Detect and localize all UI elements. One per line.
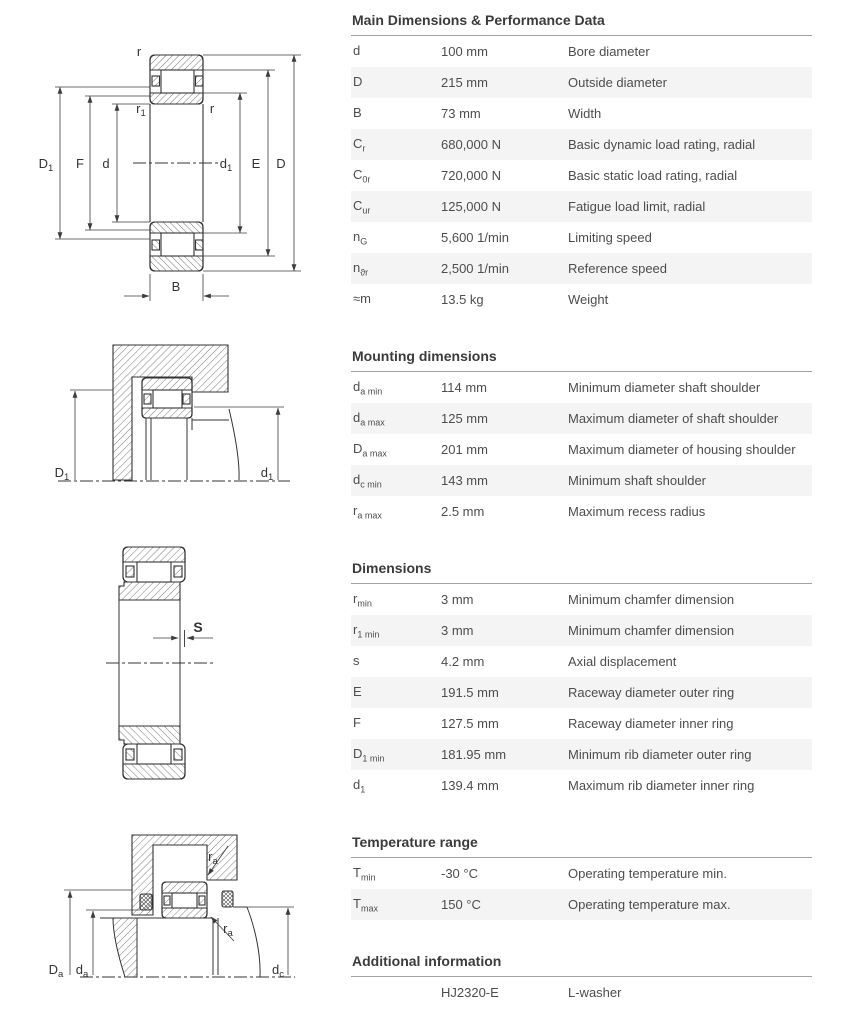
spec-row bbox=[351, 129, 812, 160]
symbol-subscript: 1 bbox=[360, 784, 366, 795]
symbol-cell bbox=[351, 472, 441, 490]
value-cell: 125 mm bbox=[441, 411, 488, 426]
symbol-base: n bbox=[353, 228, 361, 244]
figure-mounting-shaft bbox=[40, 830, 310, 990]
description-cell: Maximum diameter of shaft shoulder bbox=[568, 411, 779, 426]
value-cell: 13.5 kg bbox=[441, 292, 484, 307]
bearing-section bbox=[142, 378, 192, 418]
dim-label-d1: $d_1$ bbox=[260, 465, 274, 483]
symbol-subscript: ur bbox=[362, 205, 371, 216]
dim-label-D1: $D_1$ bbox=[38, 156, 54, 174]
description-cell: Operating temperature max. bbox=[568, 897, 731, 912]
section-main-dimensions bbox=[351, 11, 812, 315]
spec-row bbox=[351, 584, 812, 615]
description-cell: Outside diameter bbox=[568, 75, 667, 90]
description-cell: Fatigue load limit, radial bbox=[568, 199, 706, 214]
description-cell: Maximum recess radius bbox=[568, 504, 706, 519]
value-cell: 191.5 mm bbox=[441, 685, 499, 700]
bearing-section bbox=[119, 547, 185, 600]
symbol-cell bbox=[351, 441, 441, 459]
spacer-ring-section bbox=[140, 894, 152, 910]
dim-label-dc: $d_c$ bbox=[272, 962, 284, 980]
symbol-base: d bbox=[353, 42, 361, 58]
spec-row bbox=[351, 222, 812, 253]
symbol-subscript: a max bbox=[360, 417, 385, 428]
section-mounting-dimensions bbox=[351, 347, 812, 527]
symbol-subscript: min bbox=[357, 598, 372, 609]
value-cell: 2.5 mm bbox=[441, 504, 485, 519]
symbol-base: C bbox=[353, 197, 363, 213]
symbol-base: C bbox=[353, 166, 363, 182]
dim-label-ra-bottom: $r_a$ bbox=[223, 921, 233, 939]
symbol-subscript: 0r bbox=[362, 174, 371, 185]
symbol-subscript: max bbox=[360, 903, 378, 914]
spec-row bbox=[351, 708, 812, 739]
bearing-section bbox=[162, 882, 207, 918]
symbol-cell bbox=[351, 684, 441, 702]
symbol-base: T bbox=[353, 895, 361, 911]
symbol-cell bbox=[351, 865, 441, 883]
dim-label-r1: $r_1$ bbox=[136, 101, 146, 119]
figure-main-dimensions bbox=[30, 40, 330, 310]
symbol-subscript: 1 min bbox=[362, 753, 385, 764]
spec-row bbox=[351, 770, 812, 801]
spec-rows bbox=[351, 858, 812, 920]
section-title: Additional information bbox=[351, 952, 812, 977]
description-cell: Weight bbox=[568, 292, 609, 307]
value-cell: 2,500 1/min bbox=[441, 261, 509, 276]
value-cell: -30 °C bbox=[441, 866, 478, 881]
dim-label-ra-top: $r_a$ bbox=[208, 849, 218, 867]
symbol-base: ≈m bbox=[353, 290, 371, 306]
description-cell: Maximum rib diameter inner ring bbox=[568, 778, 755, 793]
symbol-cell bbox=[351, 896, 441, 914]
symbol-cell bbox=[351, 503, 441, 521]
symbol-subscript: a max bbox=[362, 448, 387, 459]
symbol-base: n bbox=[353, 259, 361, 275]
value-cell: 100 mm bbox=[441, 44, 488, 59]
symbol-cell bbox=[351, 198, 441, 216]
shaft-section bbox=[146, 409, 239, 480]
symbol-cell bbox=[351, 622, 441, 640]
symbol-base: r bbox=[353, 621, 358, 637]
value-cell: 215 mm bbox=[441, 75, 488, 90]
value-cell: 114 mm bbox=[441, 380, 487, 395]
dim-label-F: F bbox=[76, 156, 84, 171]
dim-label-D1: $D_1$ bbox=[54, 465, 70, 483]
shaft-section bbox=[100, 907, 260, 977]
description-cell: Reference speed bbox=[568, 261, 668, 276]
symbol-cell bbox=[351, 229, 441, 247]
figure-mounting-housing bbox=[40, 340, 300, 495]
description-cell: L-washer bbox=[568, 985, 622, 1000]
spec-row bbox=[351, 465, 812, 496]
section-title: Dimensions bbox=[351, 559, 812, 584]
technical-drawings-column bbox=[0, 0, 345, 1024]
symbol-subscript: G bbox=[360, 236, 368, 247]
symbol-base: D bbox=[353, 440, 363, 456]
symbol-cell bbox=[351, 777, 441, 795]
symbol-base: C bbox=[353, 135, 363, 151]
value-cell: 139.4 mm bbox=[441, 778, 499, 793]
symbol-base: d bbox=[353, 471, 361, 487]
description-cell: Raceway diameter outer ring bbox=[568, 685, 735, 700]
description-cell: Width bbox=[568, 106, 602, 121]
symbol-base: F bbox=[353, 714, 361, 730]
section-dimensions bbox=[351, 559, 812, 801]
spec-row bbox=[351, 67, 812, 98]
value-cell: HJ2320-E bbox=[441, 985, 499, 1000]
value-cell: 181.95 mm bbox=[441, 747, 507, 762]
symbol-base: d bbox=[353, 409, 361, 425]
value-cell: 150 °C bbox=[441, 897, 481, 912]
inner-ring-section bbox=[119, 582, 180, 600]
symbol-cell bbox=[351, 260, 441, 278]
spec-row bbox=[351, 372, 812, 403]
section-title: Main Dimensions & Performance Data bbox=[351, 11, 812, 36]
dim-label-d1: $d_1$ bbox=[219, 156, 233, 174]
symbol-cell bbox=[351, 653, 441, 671]
symbol-base: r bbox=[353, 590, 358, 606]
spec-row bbox=[351, 615, 812, 646]
symbol-cell bbox=[351, 105, 441, 123]
symbol-base: D bbox=[353, 745, 363, 761]
section-temperature-range bbox=[351, 833, 812, 920]
description-cell: Maximum diameter of housing shoulder bbox=[568, 442, 796, 457]
dim-label-da: $d_a$ bbox=[75, 962, 89, 980]
description-cell: Minimum chamfer dimension bbox=[568, 592, 735, 607]
description-cell: Minimum rib diameter outer ring bbox=[568, 747, 752, 762]
description-cell: Limiting speed bbox=[568, 230, 652, 245]
spec-row bbox=[351, 496, 812, 527]
symbol-subscript: min bbox=[360, 872, 376, 883]
symbol-subscript: ϑr bbox=[360, 267, 369, 278]
section-title: Mounting dimensions bbox=[351, 347, 812, 372]
value-cell: 3 mm bbox=[441, 592, 474, 607]
value-cell: 3 mm bbox=[441, 623, 474, 638]
value-cell: 680,000 N bbox=[441, 137, 501, 152]
symbol-subscript: a max bbox=[357, 510, 382, 521]
spec-tables-column bbox=[351, 0, 812, 1008]
spec-row bbox=[351, 160, 812, 191]
symbol-base: d bbox=[353, 378, 361, 394]
symbol-cell bbox=[351, 291, 441, 309]
symbol-base: T bbox=[353, 864, 361, 880]
value-cell: 720,000 N bbox=[441, 168, 501, 183]
spec-row bbox=[351, 858, 812, 889]
spec-rows bbox=[351, 372, 812, 527]
dim-label-d: d bbox=[102, 156, 110, 171]
spec-row bbox=[351, 36, 812, 67]
spec-row bbox=[351, 434, 812, 465]
value-cell: 201 mm bbox=[441, 442, 488, 457]
symbol-cell bbox=[351, 715, 441, 733]
symbol-base: s bbox=[353, 652, 360, 668]
spec-row bbox=[351, 646, 812, 677]
symbol-cell bbox=[351, 167, 441, 185]
spec-row bbox=[351, 284, 812, 315]
dim-label-S: S bbox=[193, 619, 203, 635]
dim-label-D: D bbox=[276, 156, 286, 171]
description-cell: Axial displacement bbox=[568, 654, 677, 669]
symbol-cell bbox=[351, 43, 441, 61]
description-cell: Basic dynamic load rating, radial bbox=[568, 137, 756, 152]
spec-row bbox=[351, 889, 812, 920]
symbol-cell bbox=[351, 410, 441, 428]
value-cell: 5,600 1/min bbox=[441, 230, 509, 245]
dim-label-E: E bbox=[251, 156, 261, 171]
value-cell: 127.5 mm bbox=[441, 716, 499, 731]
description-cell: Basic static load rating, radial bbox=[568, 168, 738, 183]
dim-label-r-right: r bbox=[209, 101, 215, 116]
spec-row bbox=[351, 191, 812, 222]
spec-row bbox=[351, 677, 812, 708]
symbol-subscript: c min bbox=[360, 479, 382, 490]
description-cell: Bore diameter bbox=[568, 44, 650, 59]
spec-rows bbox=[351, 977, 812, 1008]
dim-label-B: B bbox=[171, 279, 181, 294]
symbol-subscript: 1 min bbox=[357, 629, 380, 640]
description-cell: Minimum chamfer dimension bbox=[568, 623, 735, 638]
value-cell: 73 mm bbox=[441, 106, 481, 121]
symbol-base: d bbox=[353, 776, 361, 792]
symbol-cell bbox=[351, 136, 441, 154]
symbol-base: E bbox=[353, 683, 362, 699]
value-cell: 125,000 N bbox=[441, 199, 501, 214]
symbol-subscript: r bbox=[362, 143, 366, 154]
spec-row bbox=[351, 403, 812, 434]
symbol-cell bbox=[351, 591, 441, 609]
description-cell: Minimum shaft shoulder bbox=[568, 473, 706, 488]
l-washer-section bbox=[222, 891, 233, 907]
symbol-subscript: a min bbox=[360, 386, 383, 397]
symbol-cell bbox=[351, 379, 441, 397]
spec-row bbox=[351, 977, 812, 1008]
description-cell: Raceway diameter inner ring bbox=[568, 716, 734, 731]
spec-row bbox=[351, 253, 812, 284]
symbol-cell bbox=[351, 74, 441, 92]
section-additional-information bbox=[351, 952, 812, 1008]
value-cell: 143 mm bbox=[441, 473, 488, 488]
description-cell: Operating temperature min. bbox=[568, 866, 727, 881]
spec-row bbox=[351, 98, 812, 129]
section-title: Temperature range bbox=[351, 833, 812, 858]
spec-rows bbox=[351, 36, 812, 315]
dim-label-Da: $D_a$ bbox=[48, 962, 64, 980]
spec-rows bbox=[351, 584, 812, 801]
dim-label-r-top: r bbox=[136, 44, 142, 59]
symbol-base: D bbox=[353, 73, 363, 89]
symbol-cell bbox=[351, 746, 441, 764]
description-cell: Minimum diameter shaft shoulder bbox=[568, 380, 761, 395]
figure-axial-displacement bbox=[100, 540, 230, 790]
spec-row bbox=[351, 739, 812, 770]
symbol-base: B bbox=[353, 104, 362, 120]
value-cell: 4.2 mm bbox=[441, 654, 485, 669]
symbol-base: r bbox=[353, 502, 358, 518]
